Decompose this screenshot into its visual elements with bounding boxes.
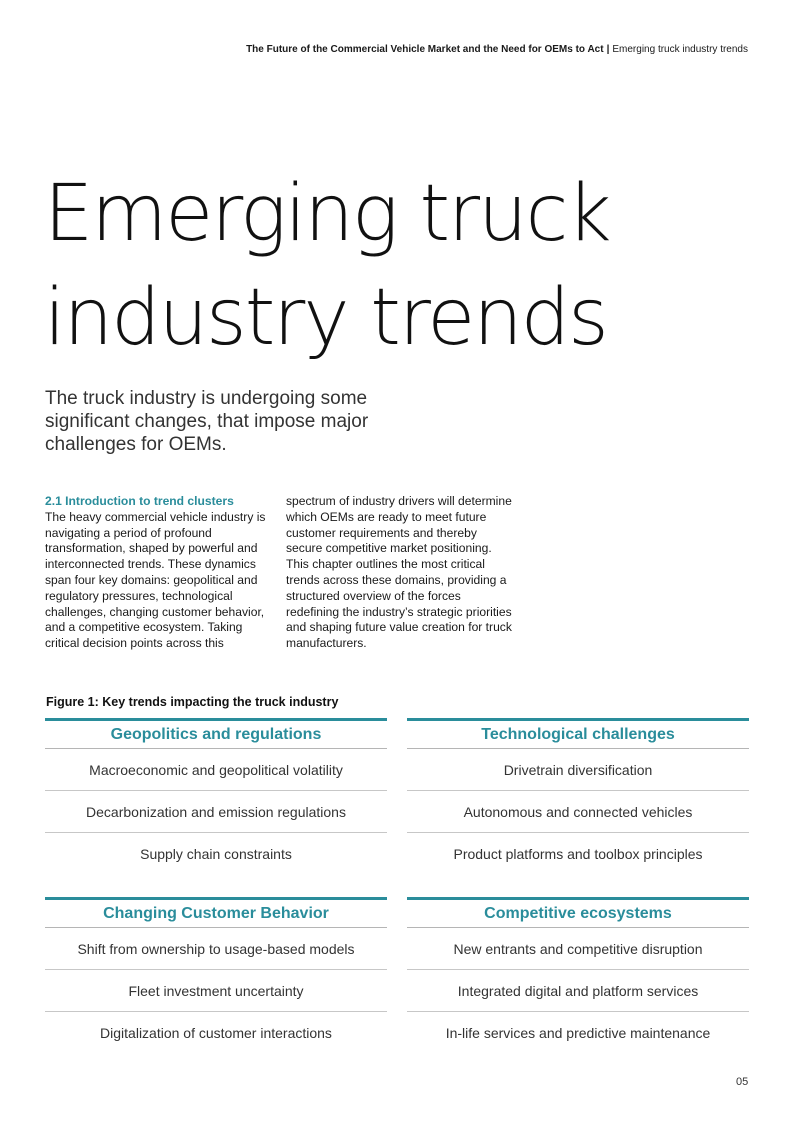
trend-item: Decarbonization and emission regulations (45, 791, 387, 833)
body-line: and shaping future value creation for truck (286, 620, 512, 635)
trend-item: Digitalization of customer interactions (100, 1024, 332, 1041)
trend-item: Macroeconomic and geopolitical volatility (45, 749, 387, 791)
body-line: This chapter outlines the most critical (286, 557, 485, 572)
intro-column-left (45, 494, 285, 652)
trend-item: New entrants and competitive disruption (407, 928, 749, 970)
trend-item: Product platforms and toolbox principles (453, 845, 703, 862)
body-line: secure competitive market positioning. (286, 541, 492, 556)
panel-title: Competitive ecosystems (407, 897, 749, 928)
trend-item: In-life services and predictive maintenance (445, 1024, 711, 1041)
trend-item: Drivetrain diversification (407, 749, 749, 791)
panel-title: Technological challenges (407, 718, 749, 749)
body-line: and a competitive ecosystem. Taking (45, 620, 243, 635)
lede-paragraph (45, 387, 385, 456)
trend-panel-competitive-ecosystems (407, 897, 749, 1053)
body-line: manufacturers. (286, 636, 367, 651)
trend-item: Fleet investment uncertainty (45, 970, 387, 1012)
body-line: redefining the industry’s strategic priorities (286, 604, 512, 619)
page-title-line: Emerging truck (44, 169, 610, 259)
body-line: transformation, shaped by powerful and (45, 541, 258, 556)
panel-title: Changing Customer Behavior (45, 897, 387, 928)
trend-item: Supply chain constraints (140, 845, 292, 862)
body-line: customer requirements and thereby (286, 525, 477, 540)
intro-column-right (286, 494, 526, 652)
panel-title: Geopolitics and regulations (45, 718, 387, 749)
section-heading: 2.1 Introduction to trend clusters (45, 494, 234, 508)
figure-caption: Figure 1: Key trends impacting the truck industry (46, 695, 339, 709)
body-line: navigating a period of profound (45, 525, 212, 540)
body-line: trends across these domains, providing a (286, 572, 507, 587)
trend-panel-geopolitics (45, 718, 387, 874)
report-title: The Future of the Commercial Vehicle Market and the Need for OEMs to Act (246, 44, 604, 55)
lede-line: significant changes, that impose major (45, 411, 369, 432)
running-head (246, 44, 748, 55)
running-head-separator: | (606, 44, 610, 55)
body-line: spectrum of industry drivers will determine (286, 494, 512, 508)
trend-item: Shift from ownership to usage-based models (45, 928, 387, 970)
page-title (44, 162, 764, 370)
trend-item: Integrated digital and platform services (407, 970, 749, 1012)
body-line: structured overview of the forces (286, 588, 461, 603)
trend-panel-technology (407, 718, 749, 874)
lede-line: The truck industry is undergoing some (45, 388, 368, 409)
chapter-name: Emerging truck industry trends (612, 44, 748, 55)
body-line: The heavy commercial vehicle industry is (45, 509, 266, 524)
body-line: which OEMs are ready to meet future (286, 509, 487, 524)
trend-item: Autonomous and connected vehicles (407, 791, 749, 833)
page-title-line: industry trends (44, 273, 607, 363)
body-line: interconnected trends. These dynamics (45, 557, 256, 572)
trend-panel-customer-behavior (45, 897, 387, 1053)
body-line: span four key domains: geopolitical and (45, 572, 258, 587)
body-line: challenges, changing customer behavior, (45, 604, 265, 619)
body-line: regulatory pressures, technological (45, 588, 233, 603)
lede-line: challenges for OEMs. (45, 434, 227, 455)
page-number: 05 (736, 1076, 749, 1088)
body-line: critical decision points across this (45, 636, 224, 651)
